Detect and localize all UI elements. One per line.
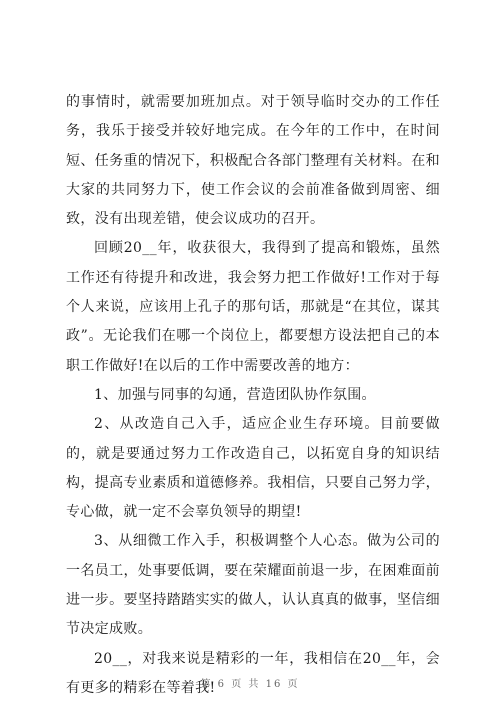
list-item-2: 2、从改造自己入手，适应企业生存环境。目前要做的，就是要通过努力工作改造自己，以拓宽自身的知识结构，提高专业素质和道德修养。我相信，只要自己努力学，专心做，就一定不会辜负领导的期望! [66, 416, 440, 521]
list-item-3: 3、从细微工作入手，积极调整个人心态。做为公司的一名员工，处事要低调，要在荣耀面前退一步，在困难面前进一步。要坚持踏踏实实的做人，认认真真的做事，坚信细节决定成败。 [66, 533, 440, 638]
paragraph-review: 回顾20__年，收获很大，我得到了提高和锻炼，虽然工作还有待提升和改进，我会努力把工作做好!工作对于每个人来说，应该用上孔子的那句话，那就是“在其位，谋其政”。无论我们在哪一个岗位上，都要想方设法把自己的本职工作做好!在以后的工作中需要改善的地方： [66, 240, 440, 374]
paragraph-closing: 20__，对我来说是精彩的一年，我相信在20__年，会有更多的精彩在等着我! [66, 650, 440, 696]
body-text [66, 88, 440, 703]
list-item-1: 1、加强与同事的勾通，营造团队协作氛围。 [94, 386, 376, 403]
paragraph-continuation: 的事情时，就需要加班加点。对于领导临时交办的工作任务，我乐于接受并较好地完成。在今年的工作中，在时间短、任务重的情况下，积极配合各部门整理有关材料。在和大家的共同努力下，使工作会议的会前准备做到周密、细致，没有出现差错，使会议成功的召开。 [66, 94, 440, 228]
page-number-footer: 第 6 页 共 16 页 [200, 679, 300, 690]
